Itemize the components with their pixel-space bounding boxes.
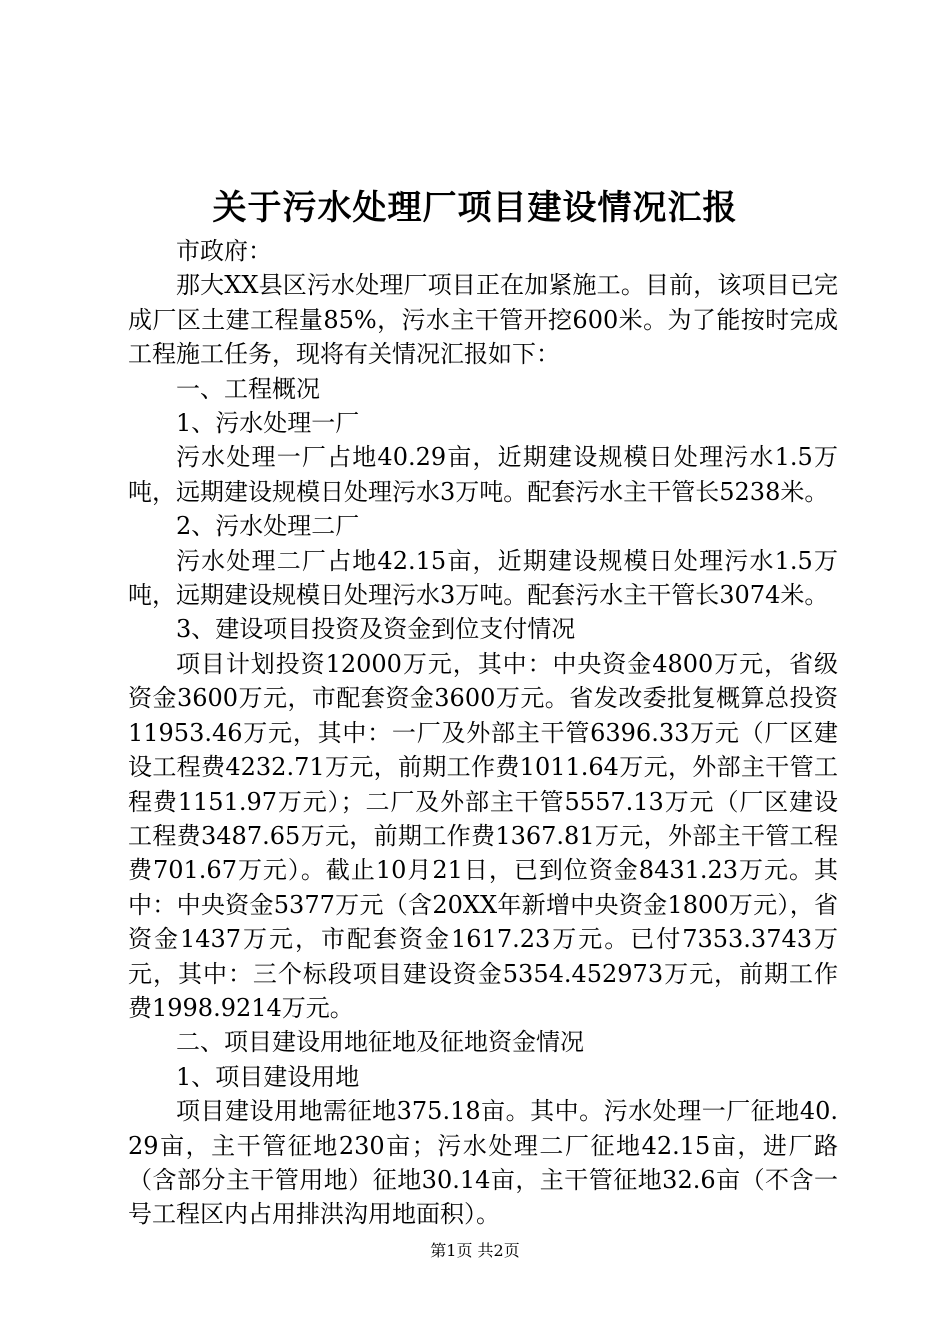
- document-title: 关于污水处理厂项目建设情况汇报: [212, 188, 738, 228]
- paragraph-investment: 项目计划投资12000万元，其中：中央资金4800万元，省级资金3600万元，市配套资金3600万元。省发改委批复概算总投资11953.46万元，其中：一厂及外部主干管6396.33万元（厂区建设工程费4232.71万元，前期工作费1011.64万元，外部主干管工程费1151.97万元）；二厂及外部主干管5557.13万元（厂区建设工程费3487.65万元，前期工作费1367.81万元，外部主干管工程费701.67万元）。截止10月21日，已到位资金8431.23万元。其中：中央资金5377万元（含20XX年新增中央资金1800万元），省资金1437万元，市配套资金1617.23万元。已付7353.3743万元，其中：三个标段项目建设资金5354.452973万元，前期工作费1998.9214万元。: [128, 649, 838, 1022]
- subheading-investment: 3、建设项目投资及资金到位支付情况: [176, 615, 576, 644]
- section-heading-land: 二、项目建设用地征地及征地资金情况: [176, 1028, 584, 1057]
- paragraph-land-use: 项目建设用地需征地375.18亩。其中。污水处理一厂征地40.29亩，主干管征地230亩；污水处理二厂征地42.15亩，进厂路（含部分主干管用地）征地30.14亩，主干管征地32.6亩（不含一号工程区内占用排洪沟用地面积）。: [128, 1097, 838, 1229]
- subheading-plant-two: 2、污水处理二厂: [176, 512, 360, 541]
- intro-paragraph: 那大XX县区污水处理厂项目正在加紧施工。目前，该项目已完成厂区土建工程量85%，污水主干管开挖600米。为了能按时完成工程施工任务，现将有关情况汇报如下：: [128, 271, 838, 369]
- salutation: 市政府：: [176, 237, 272, 265]
- paragraph-plant-two: 污水处理二厂占地42.15亩，近期建设规模日处理污水1.5万吨，远期建设规模日处理污水3万吨。配套污水主干管长3074米。: [128, 546, 838, 610]
- subheading-plant-one: 1、污水处理一厂: [176, 409, 360, 438]
- section-heading-overview: 一、工程概况: [176, 374, 320, 403]
- page-footer: 第1页 共2页: [430, 1241, 520, 1260]
- paragraph-plant-one: 污水处理一厂占地40.29亩，近期建设规模日处理污水1.5万吨，远期建设规模日处理污水3万吨。配套污水主干管长5238米。: [128, 443, 838, 506]
- subheading-land-use: 1、项目建设用地: [176, 1062, 360, 1091]
- document-body: [128, 234, 838, 1232]
